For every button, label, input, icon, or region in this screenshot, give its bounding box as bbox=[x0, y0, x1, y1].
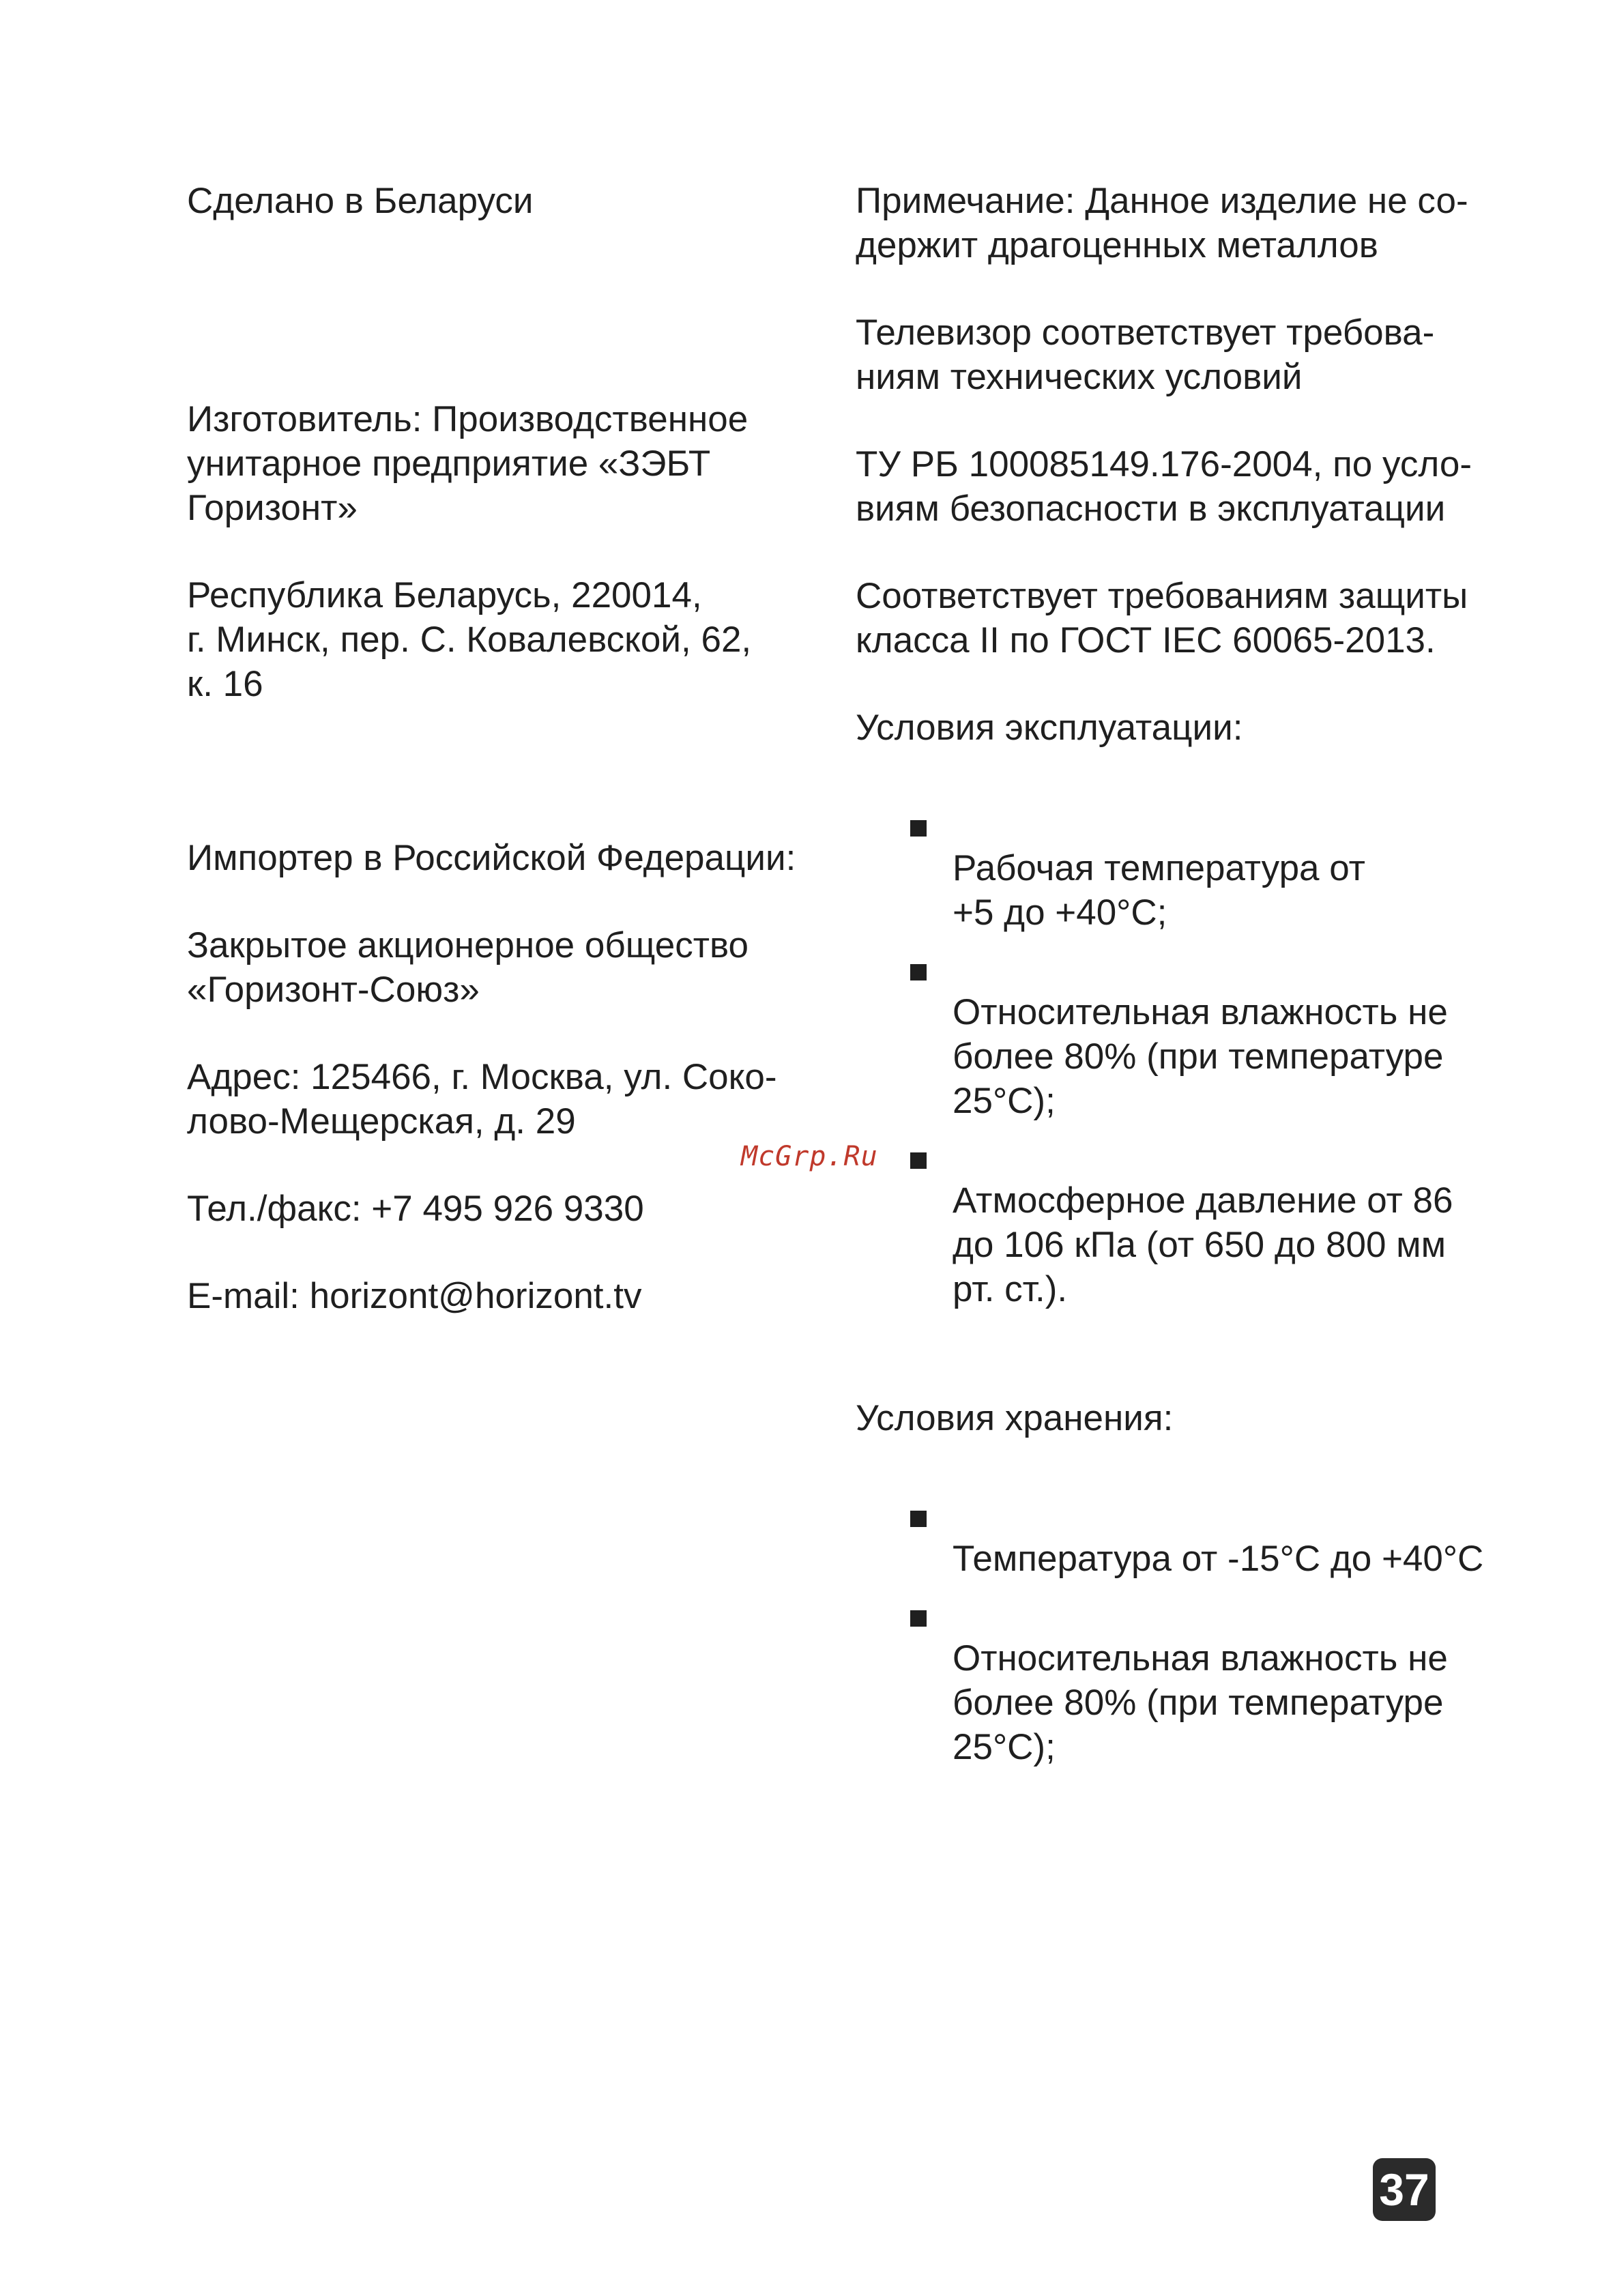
storage-conditions-heading: Условия хранения: bbox=[856, 1398, 1174, 1438]
right-column bbox=[856, 179, 1497, 1769]
made-in-text: Сделано в Беларуси bbox=[187, 181, 534, 221]
importer-address: Адрес: 125466, г. Москва, ул. Соко- лово-Мещерская, д. 29 bbox=[187, 1057, 777, 1142]
bullet-square-icon bbox=[910, 820, 927, 837]
email-text: E-mail: horizont@horizont.tv bbox=[187, 1276, 642, 1316]
operating-conditions-list bbox=[856, 802, 1497, 1311]
protection-class-text: Соответствует требованиям защиты класса II по ГОСТ IEC 60065-2013. bbox=[856, 576, 1468, 660]
importer-heading: Импортер в Российской Федерации: bbox=[187, 838, 796, 878]
storage-conditions-list bbox=[856, 1492, 1497, 1769]
page-number-badge: 37 bbox=[1373, 2158, 1436, 2221]
phone-fax: Тел./факс: +7 495 926 9330 bbox=[187, 1189, 644, 1229]
list-item: Относительная влажность не более 80% (при температуре 25°C); bbox=[856, 1592, 1497, 1769]
list-item: Рабочая температура от +5 до +40°C; bbox=[856, 802, 1497, 935]
watermark: McGrp.Ru bbox=[741, 1141, 878, 1172]
manufacturer-address: Республика Беларусь, 220014, г. Минск, пер. С. Ковалевской, 62, к. 16 bbox=[187, 575, 752, 704]
left-column bbox=[187, 179, 828, 1318]
tv-requirements-text: Телевизор соответствует требова- ниям технических условий bbox=[856, 313, 1435, 397]
list-item: Атмосферное давление от 86 до 106 кПа (от 650 до 800 мм рт. ст.). bbox=[856, 1134, 1497, 1311]
manufacturer-text: Изготовитель: Производственное унитарное предприятие «ЗЭБТ Горизонт» bbox=[187, 399, 749, 528]
list-item: Относительная влажность не более 80% (при температуре 25°C); bbox=[856, 946, 1497, 1123]
bullet-square-icon bbox=[910, 964, 927, 980]
bullet-square-icon bbox=[910, 1152, 927, 1169]
tu-spec-text: ТУ РБ 100085149.176-2004, по усло- виям безопасности в эксплуатации bbox=[856, 444, 1472, 529]
importer-name: Закрытое акционерное общество «Горизонт-Союз» bbox=[187, 925, 749, 1010]
bullet-square-icon bbox=[910, 1610, 927, 1627]
list-item: Температура от -15°C до +40°C bbox=[856, 1492, 1497, 1581]
operating-conditions-heading: Условия эксплуатации: bbox=[856, 708, 1243, 748]
precious-metals-note: Примечание: Данное изделие не со- держит драгоценных металлов bbox=[856, 181, 1468, 265]
bullet-square-icon bbox=[910, 1511, 927, 1527]
